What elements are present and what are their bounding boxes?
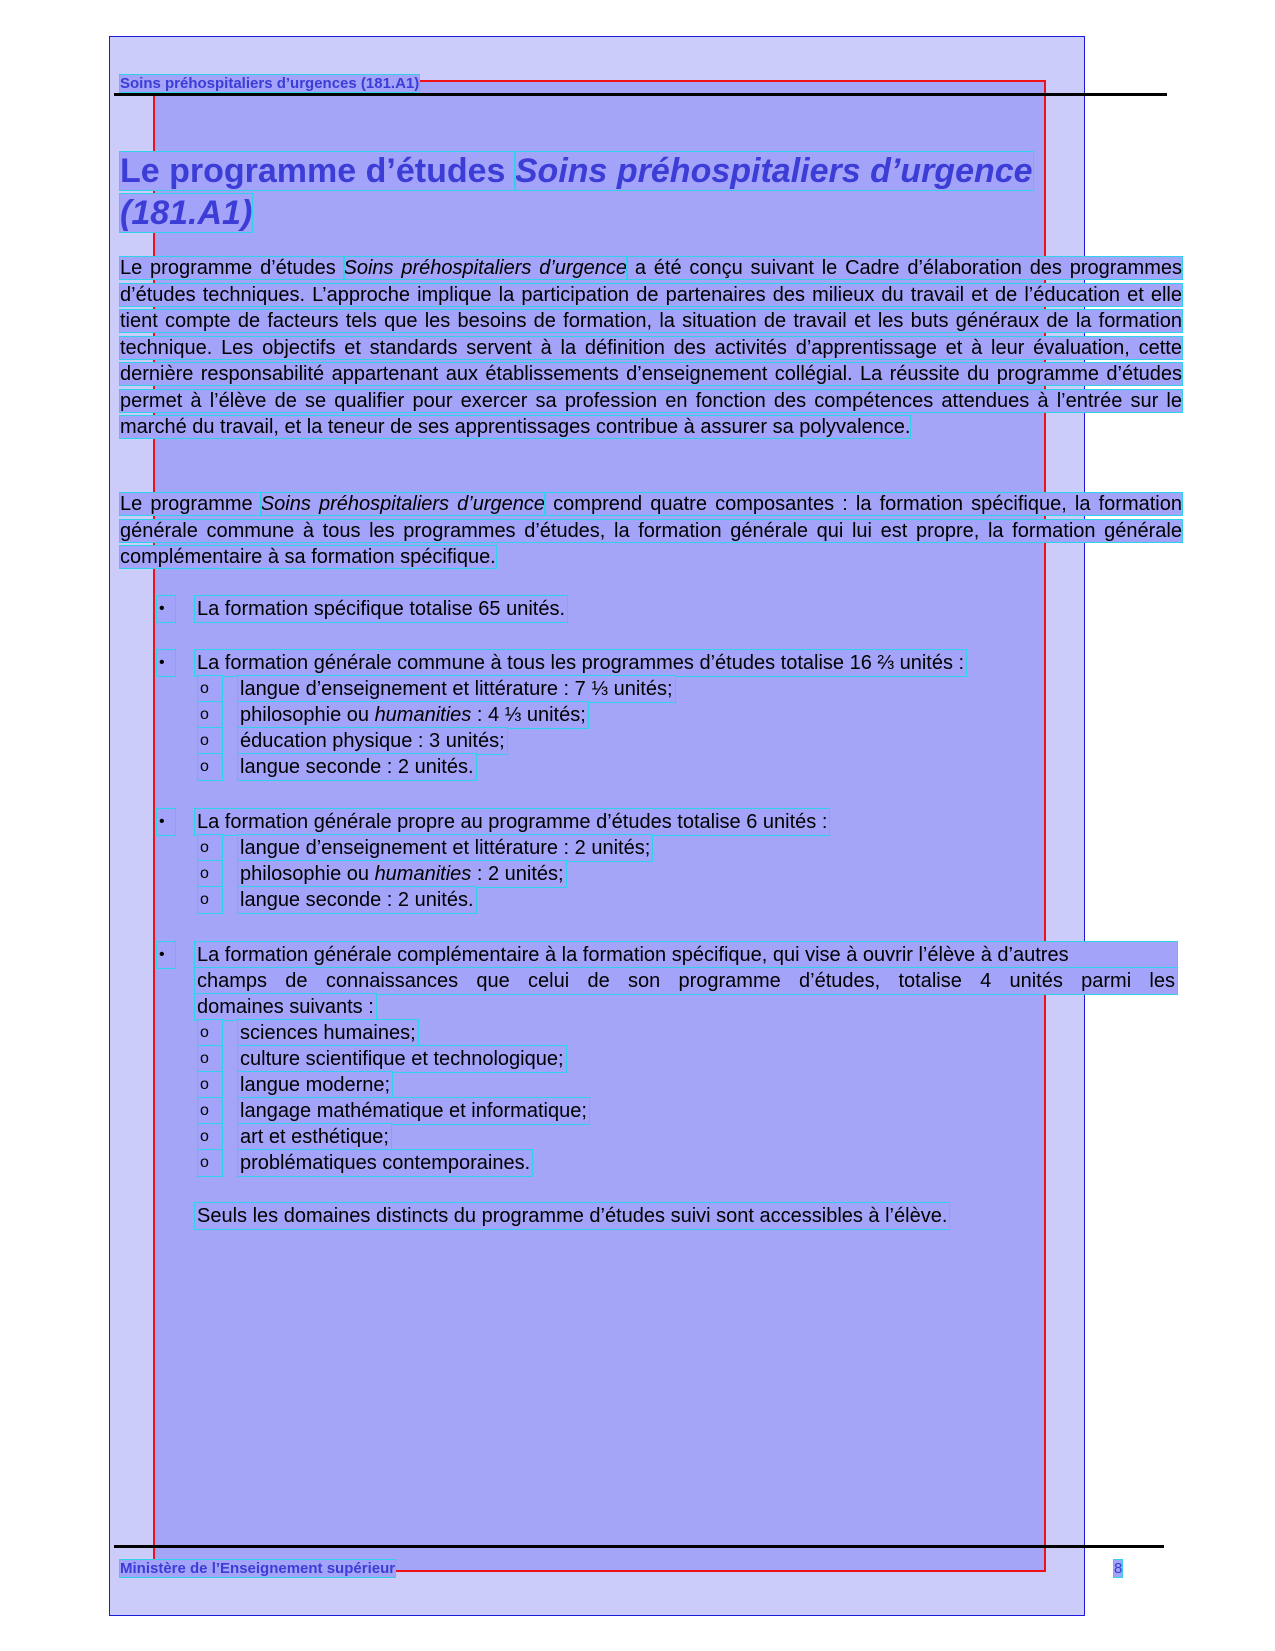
list-item-text: La formation générale propre au programme d’études totalise 6 unités : xyxy=(197,811,828,833)
p1-italic: Soins préhospitaliers d’urgence xyxy=(343,257,628,279)
sub-bullet-icon: o xyxy=(198,1098,222,1124)
bullet-icon: • xyxy=(157,942,175,968)
sub-item-text: problématiques contemporaines. xyxy=(240,1152,531,1174)
bullet-icon: • xyxy=(157,596,175,622)
footer-rule xyxy=(114,1545,1164,1548)
sub-item-text: philosophie ou humanities : 4 ⅓ unités; xyxy=(240,704,586,726)
header-rule xyxy=(114,93,1167,96)
bullet-icon: • xyxy=(157,650,175,676)
sub-item-text: langue d’enseignement et littérature : 2 unités; xyxy=(240,837,651,859)
title-italic: Soins préhospitaliers d’urgence xyxy=(514,152,1033,190)
list-item-text: La formation spécifique totalise 65 unités. xyxy=(197,598,565,620)
p1-before: Le programme d’études xyxy=(120,257,344,279)
p2-after: comprend quatre composantes : la formation spécifique, la formation générale commune à tous les programmes d’études, la formation générale qui lui est propre, la formation générale complémentaire à sa formation spécifique. xyxy=(120,493,1182,568)
closing-note-text: Seuls les domaines distincts du programme d’études suivi sont accessibles à l’élève. xyxy=(197,1205,948,1227)
sub-item-text: éducation physique : 3 unités; xyxy=(240,730,505,752)
sub-bullet-icon: o xyxy=(198,728,222,754)
intro-paragraph xyxy=(120,255,1182,441)
p2-italic: Soins préhospitaliers d’urgence xyxy=(260,493,546,515)
bullet-icon: • xyxy=(157,809,175,835)
p1-after: a été conçu suivant le Cadre d’élaboration des programmes d’études techniques. L’approche implique la participation de partenaires des milieux du travail et de l’éducation et elle tient compte de facteurs tels que les besoins de formation, la situation de travail et les buts généraux de la formation technique. Les objectifs et standards servent à la définition des activités d’apprentissage et à leur évaluation, cette dernière responsabilité appartenant aux établissements d’enseignement collégial. La réussite du programme d’études permet à l’élève de se qualifier pour exercer sa profession en fonction des compétences attendues à l’entrée sur le marché du travail, et la teneur de ses apprentissages contribue à assurer sa polyvalence. xyxy=(120,257,1182,438)
sub-bullet-icon: o xyxy=(198,887,222,913)
running-header: Soins préhospitaliers d’urgences (181.A1) xyxy=(120,75,420,92)
title-prefix: Le programme d’études xyxy=(120,152,515,190)
components-paragraph xyxy=(120,491,1182,571)
sub-bullet-icon: o xyxy=(198,702,222,728)
sub-item-text: art et esthétique; xyxy=(240,1126,389,1148)
sub-bullet-icon: o xyxy=(198,1072,222,1098)
page-number: 8 xyxy=(1114,1560,1123,1577)
sub-item-text: langue seconde : 2 unités. xyxy=(240,889,474,911)
sub-bullet-icon: o xyxy=(198,861,222,887)
sub-item-text: langage mathématique et informatique; xyxy=(240,1100,587,1122)
list-item-text: La formation générale complémentaire à la formation spécifique, qui vise à ouvrir l’élève à d’autres xyxy=(195,942,1177,968)
sub-bullet-icon: o xyxy=(198,1020,222,1046)
list-item-text: La formation générale commune à tous les programmes d’études totalise 16 ⅔ unités : xyxy=(197,652,965,674)
sub-bullet-icon: o xyxy=(198,1150,222,1176)
footer-ministry: Ministère de l’Enseignement supérieur xyxy=(120,1560,396,1577)
sub-item-text: langue moderne; xyxy=(240,1074,391,1096)
sub-item-text: sciences humaines; xyxy=(240,1022,416,1044)
page-title xyxy=(120,150,1070,234)
sub-item-text: langue seconde : 2 unités. xyxy=(240,756,474,778)
sub-item-text: philosophie ou humanities : 2 unités; xyxy=(240,863,564,885)
p2-before: Le programme xyxy=(120,493,261,515)
title-code: (181.A1) xyxy=(120,194,253,232)
sub-item-text: culture scientifique et technologique; xyxy=(240,1048,564,1070)
list-item-text: domaines suivants : xyxy=(197,996,374,1018)
sub-item-text: langue d’enseignement et littérature : 7 ⅓ unités; xyxy=(240,678,673,700)
list-item-text: champs de connaissances que celui de son programme d’études, totalise 4 unités parmi les xyxy=(197,970,1175,992)
sub-bullet-icon: o xyxy=(198,835,222,861)
sub-bullet-icon: o xyxy=(198,1124,222,1150)
sub-bullet-icon: o xyxy=(198,754,222,780)
sub-bullet-icon: o xyxy=(198,676,222,702)
sub-bullet-icon: o xyxy=(198,1046,222,1072)
